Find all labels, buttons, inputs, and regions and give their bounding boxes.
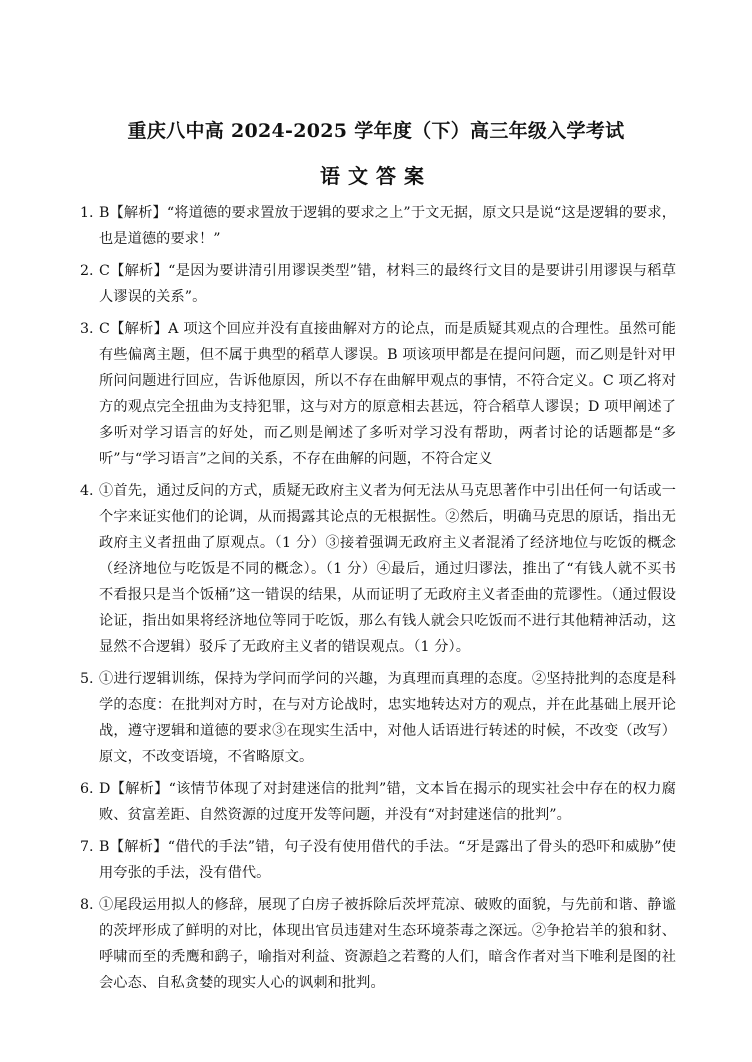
page-title: 重庆八中高 2024-2025 学年度（下）高三年级入学考试: [127, 120, 625, 142]
answer-item-1: [80, 200, 676, 252]
answer-number: 3.: [80, 321, 94, 337]
answer-text: ①首先，通过反问的方式，质疑无政府主义者为何无法从马克思著作中引出任何一句话或一个字来证实他们的论调，从而揭露其论点的无根据性。②然后，明确马克思的原话，指出无政府主义者扭曲了原观点。（1 分）③接着强调无政府主义者混淆了经济地位与吃饭的概念（经济地位与吃饭是不同的概念）。（1 分）④最后，通过归谬法，推出了“有钱人就不买书不看报只是当个饭桶”这一错误的结果，从而证明了无政府主义者歪曲的荒谬性。（通过假设论证，指出如果将经济地位等同于吃饭，那么有钱人就会只吃饭而不进行其他精神活动，这显然不合逻辑）驳斥了无政府主义者的错误观点。（1 分）。: [99, 483, 676, 655]
answer-item-2: [80, 258, 676, 310]
answer-text: C【解析】“是因为要讲清引用谬误类型”错，材料三的最终行文目的是要讲引用谬误与稻草人谬误的关系”。: [99, 263, 676, 305]
answer-item-8: [80, 892, 676, 996]
answer-item-7: [80, 834, 676, 886]
answer-list: [80, 200, 676, 1002]
answer-number: 1.: [80, 205, 94, 221]
answer-item-4: [80, 478, 676, 660]
answer-item-3: [80, 316, 676, 472]
answer-number: 4.: [80, 483, 94, 499]
answer-item-5: [80, 666, 676, 770]
answer-item-6: [80, 776, 676, 828]
answer-text: D【解析】“该情节体现了对封建迷信的批判”错，文本旨在揭示的现实社会中存在的权力腐败、贫富差距、自然资源的过度开发等问题，并没有“对封建迷信的批判”。: [99, 781, 676, 823]
answer-number: 7.: [80, 839, 94, 855]
answer-number: 8.: [80, 897, 94, 913]
answer-number: 5.: [80, 671, 94, 687]
answer-text: C【解析】A 项这个回应并没有直接曲解对方的论点，而是质疑其观点的合理性。虽然可能有些偏离主题，但不属于典型的稻草人谬误。B 项该项甲都是在提问问题，而乙则是针对甲所问问题进行回应，告诉他原因，所以不存在曲解甲观点的事情，不符合定义。C 项乙将对方的观点完全扭曲为支持犯罪，这与对方的原意相去甚远，符合稻草人谬误；D 项甲阐述了多听对学习语言的好处，而乙则是阐述了多听对学习没有帮助，两者讨论的话题都是“多听”与“学习语言”之间的关系，不存在曲解的问题，不符合定义: [99, 321, 676, 467]
answer-text: ①进行逻辑训练，保持为学问而学问的兴趣，为真理而真理的态度。②坚持批判的态度是科学的态度：在批判对方时，在与对方论战时，忠实地转达对方的观点，并在此基础上展开论战，遵守逻辑和道德的要求③在现实生活中，对他人话语进行转述的时候，不改变（改写）原文，不改变语境，不省略原文。: [99, 671, 676, 765]
page-subtitle: 语文答案: [320, 164, 432, 188]
answer-number: 2.: [80, 263, 94, 279]
answer-text: B【解析】“借代的手法”错，句子没有使用借代的手法。“牙是露出了骨头的恐吓和威胁”使用夸张的手法，没有借代。: [99, 839, 676, 881]
answer-text: ①尾段运用拟人的修辞，展现了白房子被拆除后茨坪荒凉、破败的面貌，与先前和谐、静谧的茨坪形成了鲜明的对比，体现出官员违建对生态环境荼毒之深远。②争抢岩羊的狼和豺、呼啸而至的秃鹰和鹞子，喻指对利益、资源趋之若鹜的人们，暗含作者对当下唯利是图的社会心态、自私贪婪的现实人心的讽刺和批判。: [99, 897, 676, 991]
answer-text: B【解析】“将道德的要求置放于逻辑的要求之上”于文无据，原文只是说“这是逻辑的要求，也是道德的要求！”: [99, 205, 676, 247]
answer-number: 6.: [80, 781, 94, 797]
